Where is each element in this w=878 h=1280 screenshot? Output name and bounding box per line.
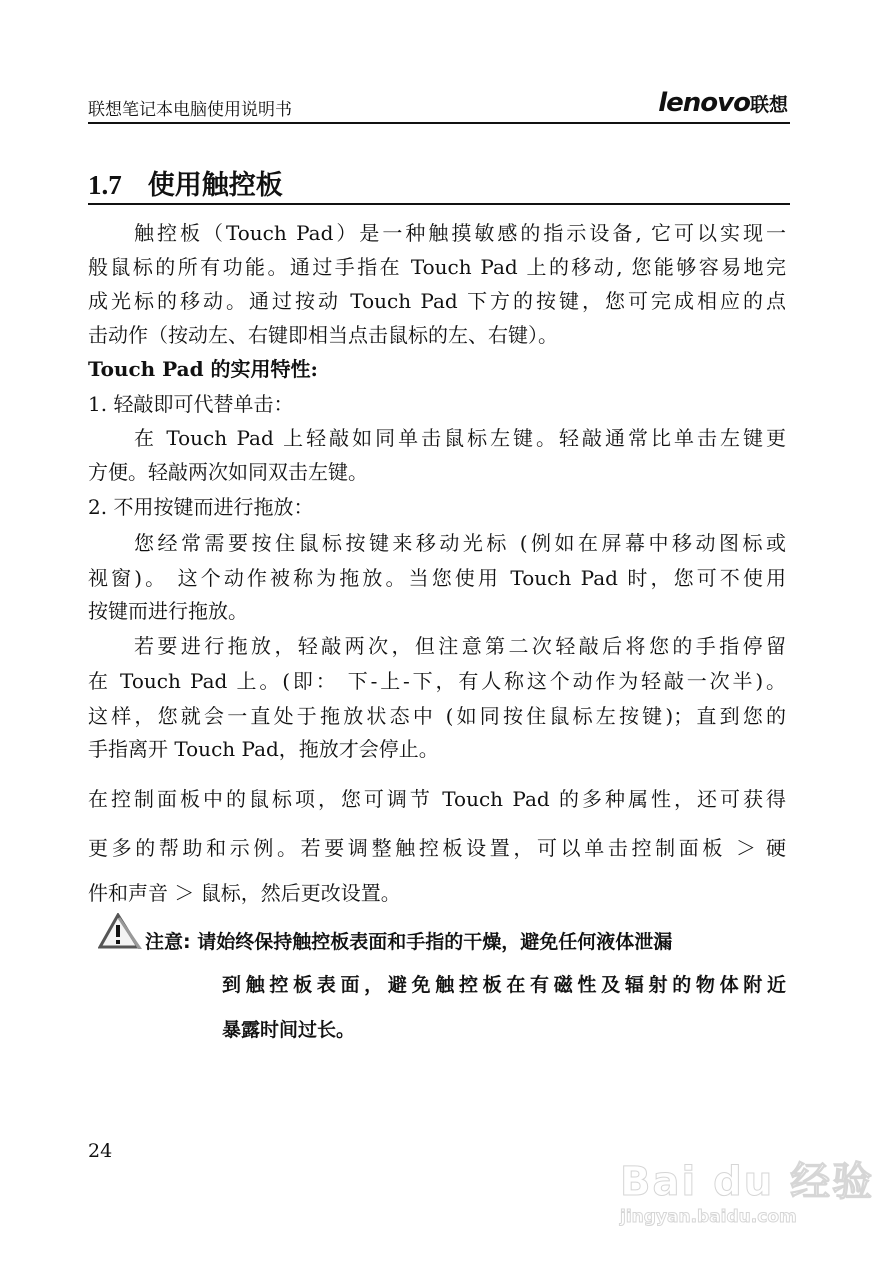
watermark-url: jingyan.baidu.com <box>620 1207 797 1227</box>
paragraph-line: 这样，您就会一直处于拖放状态中 (如同按住鼠标左按键)；直到您的 <box>88 704 786 728</box>
document-header-title: 联想笔记本电脑使用说明书 <box>88 100 292 120</box>
paragraph-line: 件和声音 ＞ 鼠标，然后更改设置。 <box>88 881 401 905</box>
paragraph-line: 方便。轻敲两次如同双击左键。 <box>88 460 368 484</box>
note-text: 请始终保持触控板表面和手指的干燥，避免任何液体泄漏 <box>197 931 673 953</box>
paragraph-line: 若要进行拖放，轻敲两次，但注意第二次轻敲后将您的手指停留 <box>134 634 786 658</box>
note-line <box>145 929 786 955</box>
section-number: 1.7 <box>88 170 122 200</box>
paragraph-line: 击动作（按动左、右键即相当点击鼠标的左、右键）。 <box>88 323 558 347</box>
paragraph-line: 按键而进行拖放。 <box>88 599 248 623</box>
paragraph-line: 触控板（Touch Pad）是一种触摸敏感的指示设备, 它可以实现一 <box>134 221 786 245</box>
paragraph-line: 您经常需要按住鼠标按键来移动光标 (例如在屏幕中移动图标或 <box>134 531 786 555</box>
paragraph-line: 视窗)。 这个动作被称为拖放。当您使用 Touch Pad 时，您可不使用 <box>88 566 786 590</box>
paragraph-line: 成光标的移动。通过按动 Touch Pad 下方的按键，您可完成相应的点 <box>88 289 786 313</box>
heading-divider <box>88 203 790 205</box>
page-number: 24 <box>88 1140 113 1162</box>
lenovo-logo <box>658 88 788 118</box>
paragraph-line: 在控制面板中的鼠标项，您可调节 Touch Pad 的多种属性，还可获得 <box>88 787 786 811</box>
note-line: 到触控板表面，避免触控板在有磁性及辐射的物体附近 <box>222 974 786 996</box>
section-title: 使用触控板 <box>147 170 283 201</box>
note-line: 暴露时间过长。 <box>222 1019 356 1041</box>
paragraph-line: 在 Touch Pad 上轻敲如同单击鼠标左键。轻敲通常比单击左键更 <box>134 426 786 450</box>
paragraph-line: 手指离开 Touch Pad，拖放才会停止。 <box>88 737 439 761</box>
paragraph-line: 更多的帮助和示例。若要调整触控板设置，可以单击控制面板 ＞ 硬 <box>88 836 786 860</box>
note-label: 注意: <box>145 931 191 953</box>
logo-text: lenovo <box>658 88 750 118</box>
watermark-brand: Bai du 经验 <box>620 1159 875 1205</box>
paragraph-line: 般鼠标的所有功能。通过手指在 Touch Pad 上的移动, 您能够容易地完 <box>88 255 786 279</box>
paragraph-line: 在 Touch Pad 上。(即： 下-上-下，有人称这个动作为轻敲一次半)。 <box>88 669 786 693</box>
list-item-heading: 2. 不用按键而进行拖放： <box>88 495 314 519</box>
baidu-watermark <box>620 1150 874 1227</box>
subheading: Touch Pad 的实用特性: <box>88 357 318 381</box>
warning-icon <box>98 913 142 949</box>
logo-cn: 联想 <box>749 94 788 116</box>
section-heading <box>88 163 283 202</box>
header-divider <box>88 122 790 124</box>
list-item-heading: 1. 轻敲即可代替单击： <box>88 392 294 416</box>
